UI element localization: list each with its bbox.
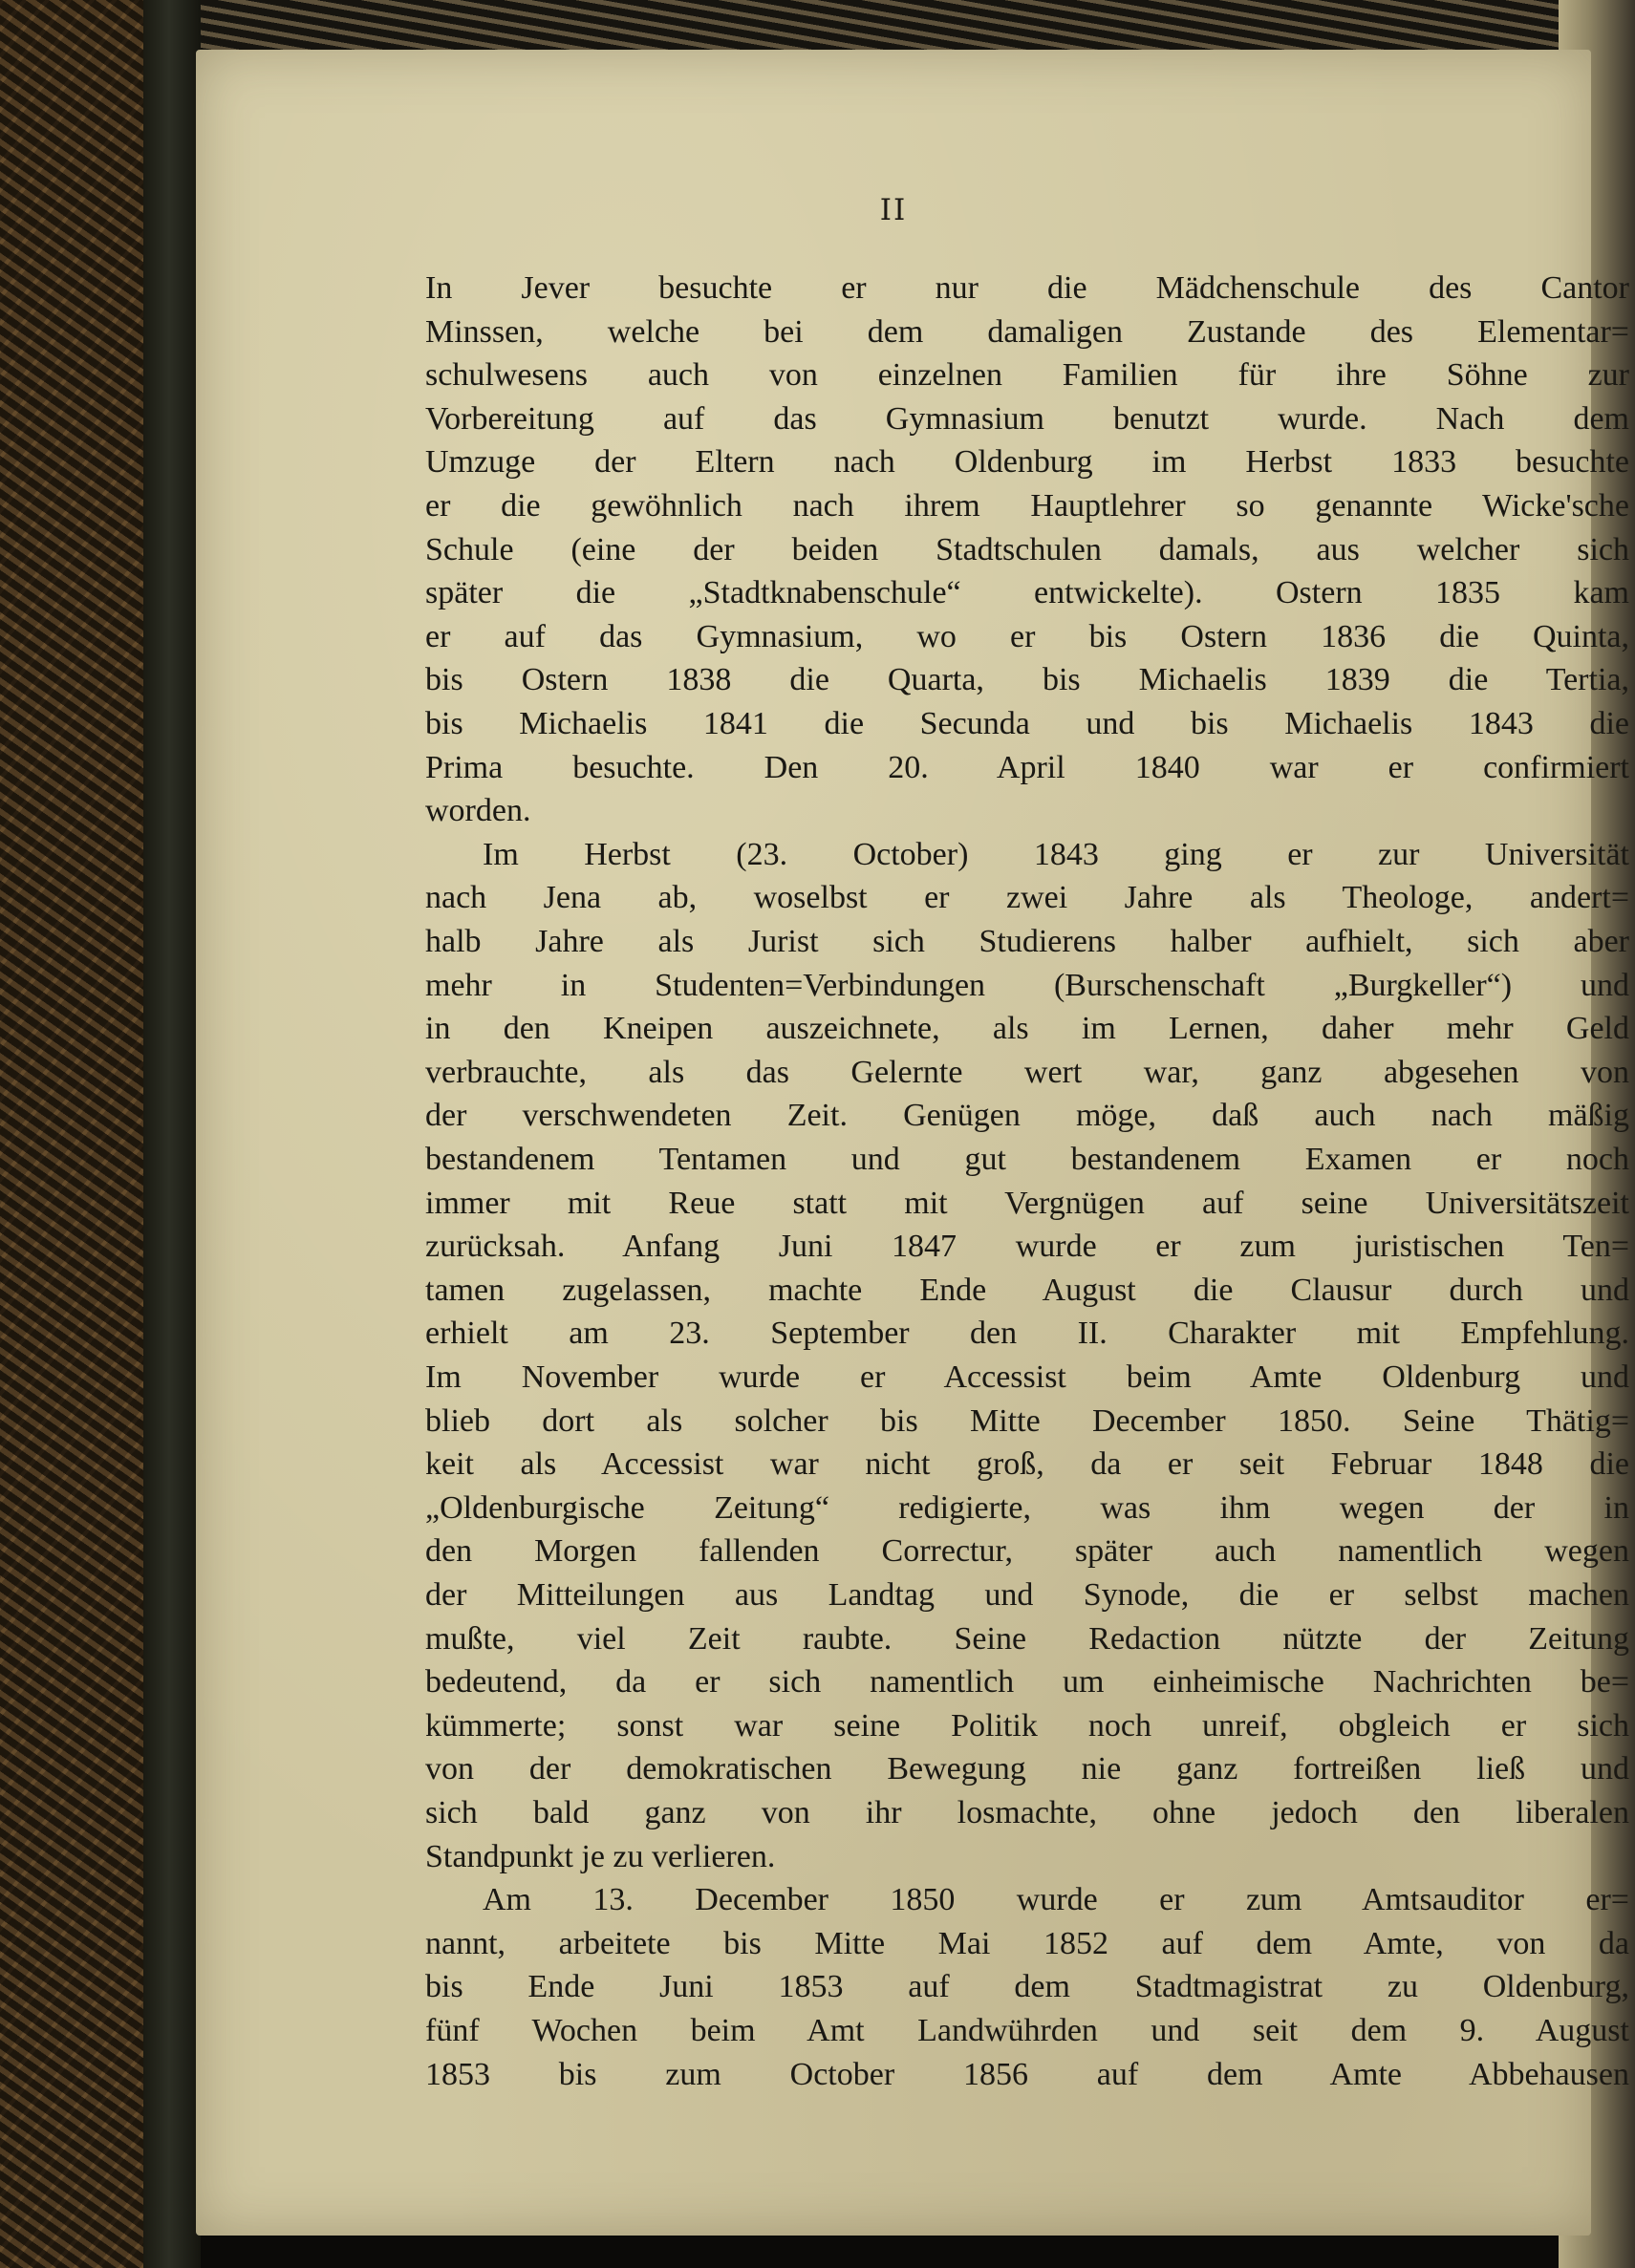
text-line: Im Herbst (23. October) 1843 ging er zur Universität bbox=[483, 836, 1629, 872]
text-line: blieb dort als solcher bis Mitte December 1850. Seine Thätig= bbox=[425, 1402, 1629, 1439]
text-line: sich bald ganz von ihr losmachte, ohne jedoch den liberalen bbox=[425, 1795, 1629, 1830]
text-line: den Morgen fallenden Correctur, später auch namentlich wegen bbox=[425, 1533, 1629, 1570]
text-line: Vorbereitung auf das Gymnasium benutzt wurde. Nach dem bbox=[425, 400, 1629, 437]
text-line: worden. bbox=[425, 793, 531, 829]
text-line: bedeutend, da er sich namentlich um einheimische Nachrichten be= bbox=[425, 1664, 1629, 1701]
text-line: Schule (eine der beiden Stadtschulen damals, aus welcher sich bbox=[425, 531, 1629, 567]
text-line: erhielt am 23. September den II. Charakter mit Empfehlung. bbox=[425, 1316, 1629, 1352]
text-line: von der demokratischen Bewegung nie ganz fortreißen ließ und bbox=[425, 1751, 1629, 1787]
text-line: fünf Wochen beim Amt Landwührden und seit dem 9. August bbox=[425, 2013, 1629, 2048]
text-line: Prima besuchte. Den 20. April 1840 war er confirmiert bbox=[425, 749, 1629, 785]
text-line: mehr in Studenten=Verbindungen (Burschenschaft „Burgkeller“) und bbox=[425, 967, 1629, 1003]
text-line: bestandenem Tentamen und gut bestandenem Examen er noch bbox=[425, 1142, 1629, 1177]
text-line: nannt, arbeitete bis Mitte Mai 1852 auf dem Amte, von da bbox=[425, 1925, 1629, 1961]
text-line: tamen zugelassen, machte Ende August die Clausur durch und bbox=[425, 1272, 1629, 1308]
text-line: zurücksah. Anfang Juni 1847 wurde er zum juristischen Ten= bbox=[425, 1229, 1629, 1265]
text-line: halb Jahre als Jurist sich Studierens halber aufhielt, sich aber bbox=[425, 924, 1629, 959]
text-line: Standpunkt je zu verlieren. bbox=[425, 1838, 776, 1874]
text-line: kümmerte; sonst war seine Politik noch unreif, obgleich er sich bbox=[425, 1707, 1629, 1744]
text-line: Im November wurde er Accessist beim Amte Oldenburg und bbox=[425, 1359, 1629, 1395]
text-line: der Mitteilungen aus Landtag und Synode, die er selbst machen bbox=[425, 1577, 1629, 1613]
text-line: Umzuge der Eltern nach Oldenburg im Herbst 1833 besuchte bbox=[425, 444, 1629, 481]
text-line: immer mit Reue statt mit Vergnügen auf seine Universitätszeit bbox=[425, 1185, 1629, 1221]
text-line: „Oldenburgische Zeitung“ redigierte, was ihm wegen der in bbox=[425, 1489, 1629, 1526]
book-cover-left bbox=[0, 0, 167, 2268]
book-spine bbox=[143, 0, 201, 2268]
text-line: Am 13. December 1850 wurde er zum Amtsauditor er= bbox=[483, 1882, 1629, 1918]
text-line: bis Michaelis 1841 die Secunda und bis Michaelis 1843 die bbox=[425, 706, 1629, 741]
text-line: verbrauchte, als das Gelernte wert war, ganz abgesehen von bbox=[425, 1054, 1629, 1090]
text-line: bis Ostern 1838 die Quarta, bis Michaelis 1839 die Tertia, bbox=[425, 662, 1629, 698]
text-line: in den Kneipen auszeichnete, als im Lernen, daher mehr Geld bbox=[425, 1011, 1629, 1047]
text-line: schulwesens auch von einzelnen Familien für ihre Söhne zur bbox=[425, 357, 1629, 394]
text-line: der verschwendeten Zeit. Genügen möge, daß auch nach mäßig bbox=[425, 1098, 1629, 1134]
page-number: II bbox=[879, 193, 908, 227]
book-page bbox=[196, 50, 1629, 2236]
text-line: er auf das Gymnasium, wo er bis Ostern 1836 die Quinta, bbox=[425, 618, 1629, 654]
text-line: In Jever besuchte er nur die Mädchenschule des Cantor bbox=[425, 270, 1629, 306]
text-line: nach Jena ab, woselbst er zwei Jahre als Theologe, andert= bbox=[425, 880, 1629, 916]
text-line: 1853 bis zum October 1856 auf dem Amte Abbehausen bbox=[425, 2056, 1629, 2092]
text-line: später die „Stadtknabenschule“ entwickelte). Ostern 1835 kam bbox=[425, 575, 1629, 611]
text-line: mußte, viel Zeit raubte. Seine Redaction nützte der Zeitung bbox=[425, 1620, 1629, 1657]
text-line: keit als Accessist war nicht groß, da er seit Februar 1848 die bbox=[425, 1446, 1629, 1483]
text-line: Minssen, welche bei dem damaligen Zustande des Elementar= bbox=[425, 313, 1629, 350]
text-line: er die gewöhnlich nach ihrem Hauptlehrer so genannte Wicke'sche bbox=[425, 488, 1629, 524]
text-line: bis Ende Juni 1853 auf dem Stadtmagistrat zu Oldenburg, bbox=[425, 1969, 1629, 2005]
